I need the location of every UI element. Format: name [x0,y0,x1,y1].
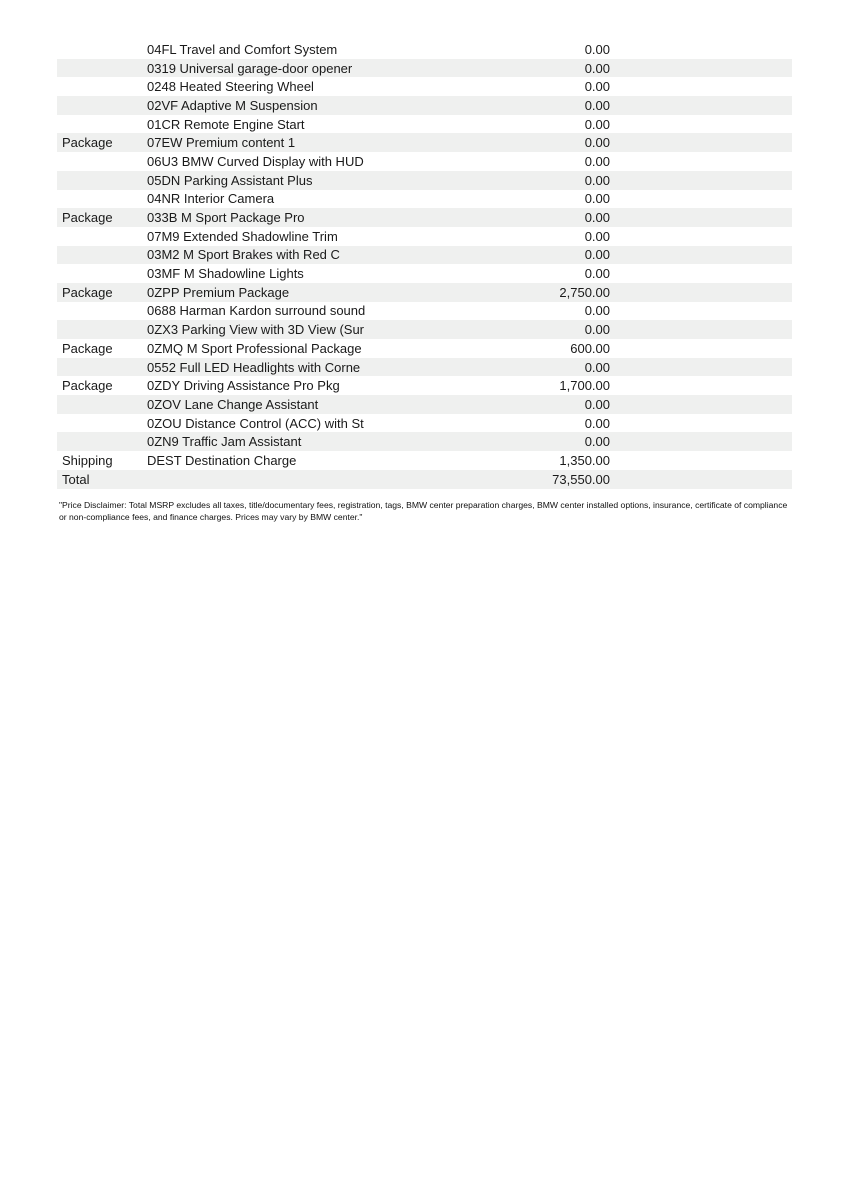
row-price: 0.00 [584,191,610,207]
row-category: Package [62,340,113,356]
row-price: 0.00 [584,434,610,450]
table-row [57,358,792,377]
table-row [57,264,792,283]
table-row [57,302,792,321]
row-price: 0.00 [584,41,610,57]
row-description: 0ZPP Premium Package [147,284,290,300]
table-row [57,190,792,209]
row-description: 0ZOU Distance Control (ACC) with St [147,415,364,431]
row-description: 07EW Premium content 1 [147,135,296,151]
table-row [57,77,792,96]
row-price: 0.00 [584,210,610,226]
row-category: Package [62,378,113,394]
row-description: 0688 Harman Kardon surround sound [147,303,366,319]
row-price: 0.00 [584,396,610,412]
table-row [57,395,792,414]
vehicle-options-table [57,40,792,489]
row-description: 0ZX3 Parking View with 3D View (Sur [147,322,365,338]
row-description: 05DN Parking Assistant Plus [147,172,313,188]
row-description: 0552 Full LED Headlights with Corne [147,359,361,375]
row-price: 0.00 [584,116,610,132]
row-price: 0.00 [584,359,610,375]
table-row [57,133,792,152]
table-row [57,227,792,246]
row-price: 0.00 [584,247,610,263]
row-description: 06U3 BMW Curved Display with HUD [147,153,364,169]
row-price: 0.00 [584,228,610,244]
row-description: 04FL Travel and Comfort System [147,41,338,57]
row-description: 02VF Adaptive M Suspension [147,97,318,113]
row-price: 0.00 [584,266,610,282]
table-row [57,451,792,470]
table-row [57,208,792,227]
table-row [57,152,792,171]
row-price: 0.00 [584,153,610,169]
table-row [57,59,792,78]
row-description: 01CR Remote Engine Start [147,116,305,132]
row-description: 0319 Universal garage-door opener [147,60,353,76]
row-price: 0.00 [584,135,610,151]
row-description: 0ZOV Lane Change Assistant [147,396,319,412]
row-category: Package [62,135,113,151]
row-category: Shipping [62,452,113,468]
table-row [57,40,792,59]
table-row [57,376,792,395]
row-price: 0.00 [584,303,610,319]
table-row [57,96,792,115]
row-description: 0ZDY Driving Assistance Pro Pkg [147,378,340,394]
row-category: Package [62,210,113,226]
row-category: Total [62,471,90,487]
table-row [57,432,792,451]
row-description: 0ZMQ M Sport Professional Package [147,340,362,356]
row-price: 1,350.00 [559,452,610,468]
table-row [57,115,792,134]
row-description: 04NR Interior Camera [147,191,275,207]
row-price: 1,700.00 [559,378,610,394]
table-row [57,320,792,339]
table-row [57,246,792,265]
row-price: 0.00 [584,79,610,95]
table-row [57,283,792,302]
row-category: Package [62,284,113,300]
row-price: 0.00 [584,172,610,188]
price-disclaimer: "Price Disclaimer: Total MSRP excludes all taxes, title/documentary fees, registration, tags, BMW center preparation charges, BMW center installed options, insurance, certificate of compliance or non-compliance fees, and finance charges. Prices may vary by BMW center." [59,500,788,522]
row-description: 0248 Heated Steering Wheel [147,79,314,95]
table-row [57,339,792,358]
row-description: 07M9 Extended Shadowline Trim [147,228,338,244]
row-description: 033B M Sport Package Pro [147,210,305,226]
table-row [57,470,792,489]
row-price: 0.00 [584,97,610,113]
table-row [57,171,792,190]
row-price: 600.00 [570,340,610,356]
row-price: 0.00 [584,60,610,76]
table-row [57,414,792,433]
row-price: 0.00 [584,322,610,338]
row-description: 0ZN9 Traffic Jam Assistant [147,434,302,450]
row-price: 0.00 [584,415,610,431]
row-description: 03M2 M Sport Brakes with Red C [147,247,340,263]
row-description: DEST Destination Charge [147,452,297,468]
row-price: 2,750.00 [559,284,610,300]
row-price: 73,550.00 [552,471,610,487]
row-description: 03MF M Shadowline Lights [147,266,304,282]
